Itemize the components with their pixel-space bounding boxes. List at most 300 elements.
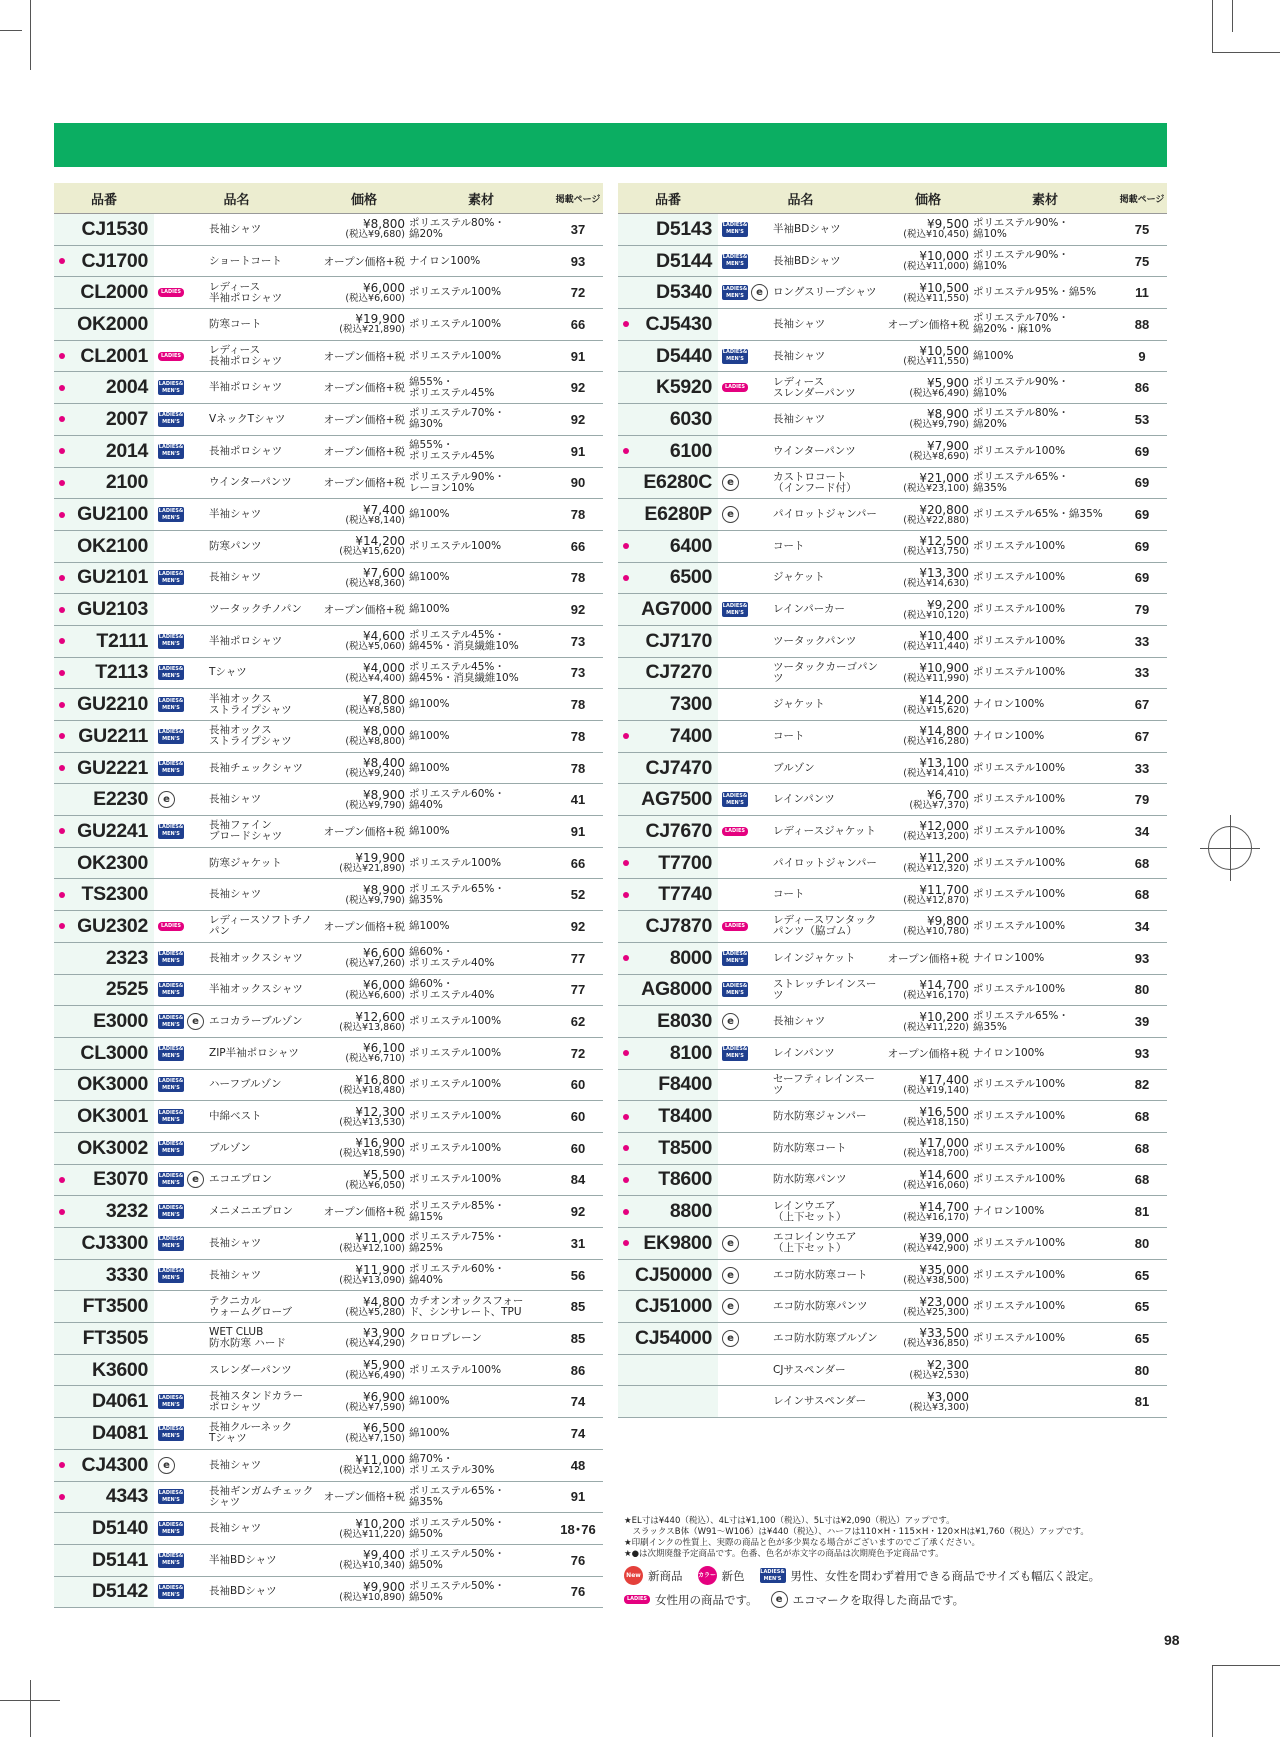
price-value: ¥12,600 (355, 1009, 405, 1024)
product-material: ナイロン100% (973, 951, 1045, 964)
catalog-page: 81 (1134, 1204, 1150, 1220)
product-code (618, 1133, 718, 1164)
table-row (54, 214, 603, 246)
price-value: ¥19,900 (355, 851, 405, 866)
product-price (883, 1165, 973, 1196)
product-code-text: D5141 (92, 1548, 148, 1571)
product-code-text: 2007 (105, 407, 148, 430)
table-row (618, 1260, 1167, 1292)
product-price (319, 721, 409, 752)
price-tax-included: (税込¥38,500) (903, 1275, 969, 1287)
product-material: 綿55%・ ポリエステル45% (409, 375, 495, 399)
product-price (883, 1228, 973, 1259)
product-code-text: D5440 (656, 344, 712, 367)
price-tax-included: (税込¥16,170) (903, 989, 969, 1001)
product-material: ポリエステル100% (973, 983, 1066, 996)
product-material: ポリエステル100% (973, 539, 1066, 552)
table-row (618, 879, 1167, 911)
catalog-page: 41 (570, 792, 586, 808)
catalog-page: 78 (570, 570, 586, 586)
price-value: ¥14,700 (919, 1199, 969, 1214)
ladies-mens-icon: LADIES& MEN'S (722, 254, 748, 268)
catalog-page: 69 (1134, 538, 1150, 554)
product-material: ポリエステル100% (973, 634, 1066, 647)
product-code (618, 499, 718, 530)
header-name: 品名 (787, 192, 814, 208)
product-material: 綿100% (409, 698, 450, 711)
table-row (54, 436, 603, 468)
table-row (618, 277, 1167, 309)
product-code-text: 7300 (669, 693, 712, 716)
product-material: ポリエステル100% (409, 1173, 502, 1186)
catalog-page: 92 (570, 380, 586, 396)
note-line: スラックスB体（W91〜W106）は¥440（税込）、ハーフは110×H・115×H・120×Hは¥1,760（税込）アップです。 (624, 1527, 1089, 1537)
product-material: ポリエステル100% (973, 793, 1066, 806)
table-row (54, 1386, 603, 1418)
product-name: レインウエア （上下セット） (773, 1199, 847, 1223)
product-material: ナイロン100% (973, 1205, 1045, 1218)
table-row (618, 1323, 1167, 1355)
product-code-text: GU2103 (77, 598, 148, 621)
price-value: オープン価格+税 (323, 477, 405, 490)
product-price (319, 404, 409, 435)
product-material: ポリエステル65%・ 綿35% (409, 1484, 505, 1508)
badges (718, 594, 773, 625)
badges (154, 1545, 209, 1576)
product-price (319, 1418, 409, 1449)
product-price (883, 214, 973, 245)
product-material: 綿100% (409, 919, 450, 932)
product-price (319, 975, 409, 1006)
product-price (319, 1228, 409, 1259)
product-price (319, 1260, 409, 1291)
ladies-mens-icon: LADIES& MEN'S (722, 349, 748, 363)
product-code-text: 8000 (669, 946, 712, 969)
product-price (883, 436, 973, 467)
table-row (618, 1101, 1167, 1133)
discontinue-dot-icon (59, 923, 65, 929)
ladies-mens-icon: LADIES& MEN'S (158, 951, 184, 965)
note-line: ★●は次期廃盤予定商品です。色番、色名が赤文字の商品は次期廃色予定商品です。 (624, 1549, 944, 1559)
product-material: 綿100% (409, 571, 450, 584)
product-price (883, 1101, 973, 1132)
crop-mark (1232, 0, 1233, 32)
product-price (319, 1038, 409, 1069)
product-price (319, 1101, 409, 1132)
badges (718, 214, 773, 245)
price-tax-included: (税込¥13,860) (339, 1021, 405, 1033)
discontinue-dot-icon (59, 258, 65, 264)
product-code-text: CJ50000 (634, 1263, 712, 1286)
catalog-page: 93 (1134, 1045, 1150, 1061)
price-tax-included: (税込¥21,890) (339, 863, 405, 875)
badges (154, 1038, 209, 1069)
product-code (54, 436, 154, 467)
table-row (54, 689, 603, 721)
product-code (618, 1165, 718, 1196)
product-material: ポリエステル100% (409, 1046, 502, 1059)
product-code (54, 689, 154, 720)
product-code (54, 1513, 154, 1544)
ladies-mens-icon: LADIES& MEN'S (158, 1236, 184, 1250)
eco-mark-icon: e (187, 1171, 204, 1188)
ladies-mens-icon: LADIES& MEN'S (158, 1521, 184, 1535)
badges (718, 1101, 773, 1132)
badges (154, 277, 209, 308)
product-code-text: 7400 (669, 724, 712, 747)
product-name: コート (773, 539, 805, 552)
price-tax-included: (税込¥12,100) (339, 1243, 405, 1255)
product-material: ポリエステル80%・ 綿20% (409, 217, 505, 241)
product-code (54, 1450, 154, 1481)
table-row (618, 499, 1167, 531)
price-tax-included: (税込¥11,990) (903, 672, 969, 684)
product-code-text: T8400 (658, 1105, 712, 1128)
product-name: 長袖BDシャツ (773, 254, 841, 267)
product-name: 長袖シャツ (209, 888, 262, 901)
ladies-mens-icon: LADIES& MEN'S (158, 1268, 184, 1282)
table-row (618, 943, 1167, 975)
product-price (883, 816, 973, 847)
product-code-text: 2014 (105, 439, 148, 462)
table-row (618, 214, 1167, 246)
discontinue-dot-icon (623, 1240, 629, 1246)
product-code (54, 1386, 154, 1417)
product-price (883, 1196, 973, 1227)
product-code (54, 1482, 154, 1513)
product-code (618, 563, 718, 594)
price-value: ¥6,000 (363, 977, 405, 992)
product-name: レインパーカー (773, 603, 846, 616)
product-code (54, 1418, 154, 1449)
product-material: ポリエステル100% (409, 1015, 502, 1028)
product-name: ハーフブルゾン (209, 1078, 282, 1091)
catalog-page: 93 (570, 253, 586, 269)
price-value: ¥10,200 (355, 1516, 405, 1531)
product-code-text: 2004 (105, 376, 148, 399)
catalog-page: 65 (1134, 1267, 1150, 1283)
table-row (54, 911, 603, 943)
price-tax-included: (税込¥8,140) (345, 514, 405, 526)
badges (718, 753, 773, 784)
product-code (54, 1006, 154, 1037)
product-name: エコ防水防寒パンツ (773, 1300, 868, 1313)
product-code (618, 1323, 718, 1354)
product-name: レインジャケット (773, 951, 856, 964)
discontinue-dot-icon (59, 575, 65, 581)
catalog-page: 68 (1134, 1109, 1150, 1125)
product-name: 長袖シャツ (773, 1015, 826, 1028)
badges (154, 626, 209, 657)
product-code-text: K3600 (92, 1358, 148, 1381)
price-tax-included: (税込¥10,890) (339, 1591, 405, 1603)
badges (154, 975, 209, 1006)
header-material: 素材 (467, 192, 494, 208)
crop-mark (30, 0, 31, 70)
crop-mark (1212, 52, 1280, 53)
product-material: ポリエステル100% (409, 1078, 502, 1091)
table-row (618, 594, 1167, 626)
price-tax-included: (税込¥25,300) (903, 1306, 969, 1318)
catalog-page: 9 (1138, 348, 1146, 364)
price-tax-included: (税込¥11,000) (903, 261, 969, 273)
product-material: ポリエステル100% (409, 856, 502, 869)
product-code-text: D4081 (92, 1421, 148, 1444)
product-code-text: GU2302 (77, 914, 148, 937)
product-code (54, 911, 154, 942)
badges (718, 1070, 773, 1101)
product-material: 綿100% (973, 349, 1014, 362)
badges (718, 1006, 773, 1037)
catalog-page: 37 (570, 221, 586, 237)
ladies-mens-icon: LADIES& MEN'S (722, 982, 748, 996)
product-code (54, 1101, 154, 1132)
product-code (54, 816, 154, 847)
ladies-mens-icon: LADIES& MEN'S (158, 412, 184, 426)
product-material: ポリエステル100% (973, 1331, 1066, 1344)
ladies-mens-icon: LADIES& MEN'S (158, 1172, 184, 1186)
price-value: ¥6,600 (363, 946, 405, 961)
product-table-right (618, 183, 1167, 1418)
table-row (54, 1196, 603, 1228)
product-material: 綿100% (409, 729, 450, 742)
product-name: 半袖BDシャツ (209, 1553, 277, 1566)
price-value: オープン価格+税 (887, 318, 969, 331)
price-value: ¥8,400 (363, 756, 405, 771)
price-value: ¥11,700 (919, 882, 969, 897)
table-row (618, 436, 1167, 468)
badges (718, 848, 773, 879)
price-value: ¥9,900 (363, 1579, 405, 1594)
badges (154, 1513, 209, 1544)
product-code (618, 594, 718, 625)
badges (718, 1260, 773, 1291)
new-product-icon: New (624, 1566, 643, 1585)
catalog-page: 69 (1134, 443, 1150, 459)
product-name: ストレッチレインスーツ (773, 977, 877, 1001)
product-price (883, 848, 973, 879)
product-price (883, 784, 973, 815)
product-code-text: TS2300 (81, 883, 148, 906)
price-tax-included: (税込¥14,410) (903, 768, 969, 780)
product-name: 長袖シャツ (209, 222, 262, 235)
catalog-page: 60 (570, 1140, 586, 1156)
price-tax-included: (税込¥8,360) (345, 577, 405, 589)
product-name: レディースソフトチノパン (209, 914, 312, 938)
catalog-page: 79 (1134, 602, 1150, 618)
product-material: ポリエステル50%・ 綿50% (409, 1516, 505, 1540)
badges (718, 721, 773, 752)
product-code (618, 1228, 718, 1259)
table-row (54, 753, 603, 785)
product-code (54, 943, 154, 974)
product-name: ツータックパンツ (773, 634, 857, 647)
product-price (883, 594, 973, 625)
product-material: ポリエステル70%・ 綿20%・麻10% (973, 312, 1069, 336)
badges (718, 1323, 773, 1354)
price-tax-included: (税込¥4,290) (345, 1338, 405, 1350)
badges (718, 309, 773, 340)
note-line: ★EL寸は¥440（税込）、4L寸は¥1,100（税込）、5L寸は¥2,090（税込）アップです。 (624, 1516, 955, 1526)
product-name: 防寒コート (209, 317, 262, 330)
product-code-text: 6500 (669, 566, 712, 589)
table-row (54, 1545, 603, 1577)
ladies-mens-icon: LADIES& MEN'S (158, 1141, 184, 1155)
product-code (54, 563, 154, 594)
product-code (54, 1545, 154, 1576)
ladies-icon: LADIES (624, 1595, 650, 1604)
badges (154, 499, 209, 530)
ladies-mens-icon: LADIES& MEN'S (158, 697, 184, 711)
catalog-page: 52 (570, 887, 586, 903)
eco-mark-icon: e (722, 1298, 739, 1315)
discontinue-dot-icon (623, 1209, 629, 1215)
catalog-page: 74 (570, 1394, 586, 1410)
ladies-mens-icon: LADIES& MEN'S (158, 634, 184, 648)
price-value: オープン価格+税 (323, 1491, 405, 1504)
discontinue-dot-icon (623, 1050, 629, 1056)
catalog-page: 69 (1134, 507, 1150, 523)
product-material (973, 1355, 1117, 1386)
product-code (54, 1577, 154, 1608)
product-name: レディース 長袖ポロシャツ (209, 344, 283, 368)
product-price (883, 689, 973, 720)
product-code-text: E6280P (644, 503, 712, 526)
price-value: ¥13,100 (919, 756, 969, 771)
badges (718, 246, 773, 277)
badges (718, 1291, 773, 1322)
badges (718, 943, 773, 974)
product-code (618, 468, 718, 499)
product-price (883, 277, 973, 308)
price-tax-included: (税込¥8,580) (345, 704, 405, 716)
product-price (883, 1038, 973, 1069)
discontinue-dot-icon (623, 955, 629, 961)
badges (154, 1482, 209, 1513)
product-material: ポリエステル100% (409, 1141, 502, 1154)
eco-mark-icon: e (187, 1013, 204, 1030)
catalog-page: 90 (570, 475, 586, 491)
badges (154, 214, 209, 245)
price-tax-included: (税込¥8,690) (909, 451, 969, 463)
discontinue-dot-icon (59, 416, 65, 422)
table-row (618, 626, 1167, 658)
product-material: 綿100% (409, 1395, 450, 1408)
price-value: ¥5,500 (363, 1167, 405, 1182)
legend-color-label: 新色 (721, 1568, 745, 1583)
price-tax-included: (税込¥18,150) (903, 1116, 969, 1128)
table-row (618, 372, 1167, 404)
price-value: ¥14,200 (355, 534, 405, 549)
catalog-page: 33 (1134, 760, 1150, 776)
table-row (618, 1038, 1167, 1070)
table-row (54, 626, 603, 658)
product-code (618, 214, 718, 245)
table-row (618, 1291, 1167, 1323)
ladies-mens-icon: LADIES& MEN'S (158, 1046, 184, 1060)
catalog-page: 60 (570, 1077, 586, 1093)
price-value: オープン価格+税 (887, 1047, 969, 1060)
product-code (618, 626, 718, 657)
product-price (883, 626, 973, 657)
product-code (618, 372, 718, 403)
catalog-page: 73 (570, 633, 586, 649)
catalog-page: 68 (1134, 887, 1150, 903)
product-name: エコカラーブルゾン (209, 1015, 303, 1028)
product-code-text: AG7500 (641, 788, 712, 811)
badges (154, 1133, 209, 1164)
price-tax-included: (税込¥21,890) (339, 324, 405, 336)
product-material: ポリエステル100% (973, 444, 1066, 457)
registration-mark (1200, 848, 1260, 849)
product-code (54, 1228, 154, 1259)
ladies-mens-icon: LADIES& MEN'S (158, 982, 184, 996)
discontinue-dot-icon (59, 670, 65, 676)
product-code (54, 1070, 154, 1101)
product-code-text: K5920 (656, 376, 712, 399)
badges (718, 1386, 773, 1417)
price-tax-included: (税込¥11,220) (903, 1021, 969, 1033)
product-code (618, 784, 718, 815)
product-price (883, 468, 973, 499)
product-name: 長袖シャツ (773, 349, 826, 362)
product-name: 長袖シャツ (209, 1268, 262, 1281)
catalog-page: 85 (570, 1299, 586, 1315)
badges (718, 1133, 773, 1164)
product-name: 防寒パンツ (209, 539, 262, 552)
badges (718, 436, 773, 467)
price-value: ¥4,600 (363, 629, 405, 644)
page-number: 98 (1164, 1632, 1180, 1648)
price-value: ¥7,400 (363, 502, 405, 517)
price-value: ¥33,500 (919, 1326, 969, 1341)
product-code-text: OK3001 (77, 1105, 148, 1128)
product-code (54, 879, 154, 910)
product-code-text: E2230 (93, 788, 148, 811)
product-code (54, 499, 154, 530)
price-tax-included: (税込¥9,240) (345, 768, 405, 780)
product-price (319, 1133, 409, 1164)
product-code (54, 372, 154, 403)
catalog-page: 67 (1134, 697, 1150, 713)
product-price (319, 1070, 409, 1101)
product-material: ポリエステル100% (973, 1078, 1066, 1091)
product-code-text: T8600 (658, 1168, 712, 1191)
product-code (54, 658, 154, 689)
product-table-left (54, 183, 603, 1608)
price-tax-included: (税込¥11,440) (903, 641, 969, 653)
product-name: レディース スレンダーパンツ (773, 375, 856, 399)
product-name: エコ防水防寒コート (773, 1268, 868, 1281)
product-code-text: GU2241 (77, 819, 148, 842)
product-material: ポリエステル100% (973, 603, 1066, 616)
product-code-text: CJ7270 (645, 661, 712, 684)
catalog-page: 18･76 (560, 1522, 596, 1538)
product-price (883, 1006, 973, 1037)
ladies-mens-icon: LADIES& MEN'S (722, 285, 748, 299)
catalog-page: 66 (570, 316, 586, 332)
product-name: 防寒ジャケット (209, 856, 282, 869)
price-value: ¥3,000 (927, 1389, 969, 1404)
product-code (618, 753, 718, 784)
catalog-page: 68 (1134, 1172, 1150, 1188)
product-code (618, 975, 718, 1006)
product-code-text: CL2000 (80, 281, 148, 304)
catalog-page: 80 (1134, 1362, 1150, 1378)
product-code (54, 1196, 154, 1227)
catalog-page: 92 (570, 411, 586, 427)
price-value: ¥14,800 (919, 724, 969, 739)
